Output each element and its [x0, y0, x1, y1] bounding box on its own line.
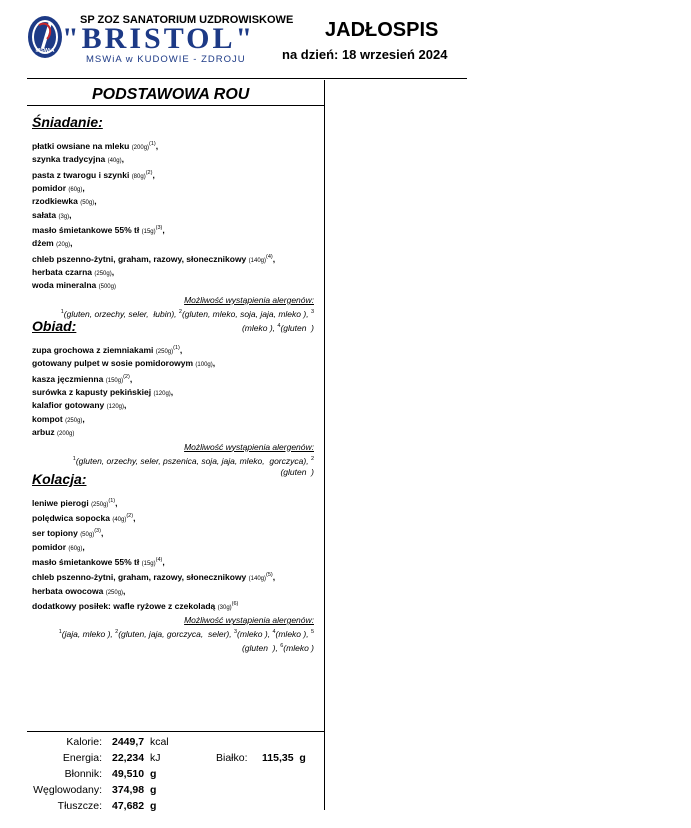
menu-item-name: masło śmietankowe 55% tł	[32, 556, 140, 567]
menu-item	[32, 555, 318, 570]
menu-item-quantity: (50g)	[80, 532, 95, 539]
allergen-text: (mleko )	[283, 642, 314, 653]
menu-item-separator: ,	[129, 373, 133, 384]
menu-item-quantity: (15g)	[141, 228, 156, 235]
protein-label: Białko:	[216, 752, 248, 764]
menu-date: na dzień: 18 wrzesień 2024	[282, 47, 448, 62]
allergen-list	[32, 626, 318, 654]
menu-item-name: pomidor	[32, 541, 66, 552]
protein-value: 115,35 g	[262, 752, 306, 764]
menu-item-name: kasza jęczmienna	[32, 373, 104, 384]
allergen-number: 1	[58, 629, 62, 636]
menu-item-name: chleb pszenno-żytni, graham, razowy, słonecznikowy	[32, 572, 247, 583]
menu-item-quantity: (200g)	[131, 144, 150, 151]
menu-item-separator: ,	[123, 585, 126, 596]
allergen-number: 1	[72, 455, 76, 462]
sanatorium-logo	[27, 15, 63, 59]
menu-item-quantity: (120g)	[153, 390, 171, 397]
menu-item-separator: ,	[100, 528, 104, 539]
diet-title: PODSTAWOWA ROU	[92, 86, 250, 103]
menu-item-separator: ,	[162, 224, 165, 235]
menu-item	[32, 267, 318, 280]
allergen-ref: (4)	[155, 557, 163, 564]
menu-item-name: herbata owocowa	[32, 585, 104, 596]
energy-label: Energia:	[62, 752, 102, 764]
menu-item-quantity: (3g)	[58, 213, 70, 220]
allergen-ref: (3)	[155, 225, 163, 232]
menu-item-name: leniwe pierogi	[32, 497, 89, 508]
brand-name: "BRISTOL"	[62, 22, 256, 55]
menu-item-quantity: (15g)	[141, 560, 156, 567]
menu-item-separator: ,	[272, 572, 276, 583]
allergen-line	[32, 453, 314, 467]
menu-item-quantity: (120g)	[106, 404, 124, 411]
allergen-number: 5	[310, 629, 314, 636]
menu-item-separator: ,	[121, 154, 124, 165]
energy-value: 22,234 kJ	[112, 752, 161, 764]
menu-item-name: płatki owsiane na mleku	[32, 140, 130, 151]
allergen-number: 2	[310, 455, 314, 462]
brand-location: MSWiA w KUDOWIE - ZDROJU	[86, 54, 246, 65]
menu-item-quantity: (30g)	[217, 604, 232, 611]
menu-item	[32, 496, 318, 511]
menu-item-quantity: (250g)	[105, 589, 124, 596]
menu-item	[32, 196, 318, 209]
allergen-number: 3	[233, 629, 238, 636]
menu-item	[32, 139, 318, 154]
menu-item-separator: ,	[152, 169, 155, 180]
menu-item-name: gotowany pulpet w sosie pomidorowym	[32, 358, 194, 369]
allergen-number: 3	[310, 308, 314, 315]
menu-item-name: masło śmietankowe 55% tł	[32, 224, 140, 235]
nutrition-summary	[0, 736, 324, 816]
menu-item-separator: ,	[212, 358, 216, 369]
logo-text: MSWiA	[35, 48, 55, 54]
meal-items	[32, 496, 318, 614]
menu-item-quantity: (40g)	[107, 158, 122, 165]
header-divider	[27, 78, 467, 79]
allergen-number: 1	[60, 308, 64, 315]
menu-item-quantity: (60g)	[68, 545, 83, 552]
allergen-line	[32, 640, 314, 654]
menu-item-name: dżem	[32, 238, 54, 249]
menu-item	[32, 168, 318, 183]
menu-item-separator: ,	[170, 386, 174, 397]
calories-value: 2449,7 kcal	[112, 736, 169, 748]
menu-item-quantity: (250g)	[94, 270, 112, 277]
menu-item-quantity: (40g)	[112, 517, 127, 524]
menu-item	[32, 280, 318, 293]
menu-item-name: kompot	[32, 413, 63, 424]
meal-breakfast	[32, 114, 318, 333]
allergen-ref: (1)	[149, 141, 156, 147]
menu-item-name: kalafior gotowany	[32, 400, 105, 411]
menu-item-name: sałata	[32, 209, 57, 220]
allergen-text: (mleko ),	[237, 629, 273, 640]
organization-name: SP ZOZ SANATORIUM UZDROWISKOWE	[80, 14, 294, 26]
meal-title: Kolacja:	[32, 471, 87, 487]
menu-item	[32, 427, 318, 440]
allergen-header: Możliwość wystąpienia alergenów:	[184, 294, 314, 305]
fiber-label: Błonnik:	[64, 768, 102, 780]
fiber-value: 49,510 g	[112, 768, 157, 780]
menu-item	[32, 223, 318, 238]
menu-item-quantity: (100g)	[195, 362, 213, 369]
menu-item-quantity: (140g)	[248, 257, 266, 264]
allergen-line	[32, 626, 314, 640]
menu-item-separator: ,	[123, 400, 127, 411]
allergen-number: 4	[277, 322, 281, 329]
menu-item	[32, 252, 318, 267]
allergen-ref: (2)	[145, 169, 153, 176]
menu-item	[32, 586, 318, 599]
menu-item-separator: ,	[162, 556, 165, 567]
allergen-header: Możliwość wystąpienia alergenów:	[184, 441, 314, 452]
allergen-text: (gluten, mleko, soja, jaja, mleko ),	[181, 308, 311, 319]
menu-item-separator: ,	[115, 497, 118, 508]
menu-item-quantity: (250g)	[65, 417, 83, 424]
menu-item	[32, 599, 318, 614]
fat-value: 47,682 g	[112, 800, 157, 812]
menu-item-name: pasta z twarogu i szynki	[32, 169, 130, 180]
menu-item	[32, 526, 318, 541]
allergen-ref: (1)	[173, 345, 180, 351]
allergen-text: (gluten, orzechy, seler, łubin),	[63, 308, 179, 319]
menu-item-separator: ,	[94, 196, 97, 207]
menu-item-quantity: (140g)	[248, 576, 266, 583]
menu-item-separator: ,	[155, 140, 159, 151]
allergen-text: (gluten, orzechy, seler, pszenica, soja, jaja, mleko, gorczyca),	[75, 455, 311, 466]
menu-item-quantity: (250g)	[155, 348, 174, 355]
allergen-ref: (2)	[123, 373, 130, 380]
carbs-label: Węglowodany:	[33, 784, 102, 796]
menu-item-name: surówka z kapusty pekińskiej	[32, 386, 152, 397]
menu-item-quantity: (20g)	[56, 242, 71, 249]
menu-item-name: zupa grochowa z ziemniakami	[32, 344, 154, 355]
menu-item	[32, 358, 318, 371]
menu-item-separator: ,	[133, 513, 136, 524]
allergen-number: 4	[272, 629, 276, 636]
menu-item-name: szynka tradycyjna	[32, 154, 106, 165]
menu-item-name: herbata czarna	[32, 266, 92, 277]
menu-item-separator: ,	[82, 413, 85, 424]
carbs-value: 374,98 g	[112, 784, 157, 796]
menu-item-name: rzodkiewka	[32, 196, 78, 207]
menu-item-quantity: (50g)	[80, 200, 95, 207]
meal-items	[32, 343, 318, 441]
menu-item-name: arbuz	[32, 427, 55, 438]
menu-item-name: pomidor	[32, 182, 66, 193]
menu-item-quantity: (60g)	[68, 186, 83, 193]
meal-items	[32, 139, 318, 294]
nutrition-divider	[27, 731, 324, 732]
allergen-ref: (1)	[108, 498, 116, 504]
menu-item-separator: ,	[111, 266, 115, 277]
allergen-text: (gluten )	[280, 322, 314, 333]
allergen-ref: (2)	[126, 513, 134, 520]
allergen-number: 2	[115, 629, 119, 636]
menu-item-separator: ,	[82, 182, 85, 193]
menu-item-quantity: (150g)	[105, 377, 124, 384]
menu-item-name: ser topiony	[32, 528, 78, 539]
menu-item	[32, 238, 318, 251]
fat-label: Tłuszcze:	[57, 800, 102, 812]
menu-item	[32, 154, 318, 167]
menu-item	[32, 400, 318, 413]
menu-item-separator: ,	[69, 209, 72, 220]
meal-title: Obiad:	[32, 318, 77, 334]
allergen-text: (gluten )	[280, 467, 314, 478]
meal-lunch	[32, 318, 318, 478]
menu-item	[32, 387, 318, 400]
allergen-ref: (6)	[231, 600, 239, 607]
menu-item-separator: ,	[82, 541, 85, 552]
allergen-ref: (5)	[266, 572, 273, 579]
menu-item-name: woda mineralna	[32, 280, 97, 291]
allergen-text: (gluten, jaja, gorczyca, seler),	[118, 629, 234, 640]
menu-item-separator: ,	[272, 253, 276, 264]
menu-item	[32, 542, 318, 555]
menu-item	[32, 511, 318, 526]
menu-item	[32, 183, 318, 196]
meal-title: Śniadanie:	[32, 114, 103, 130]
menu-item	[32, 414, 318, 427]
menu-item	[32, 343, 318, 358]
allergen-text: (jaja, mleko ),	[61, 629, 116, 640]
menu-item-quantity: (80g)	[131, 173, 146, 180]
allergen-number: 6	[280, 643, 284, 650]
menu-item	[32, 570, 318, 585]
menu-item-name: dodatkowy posiłek: wafle ryżowe z czekoladą	[32, 600, 216, 611]
page-title: JADŁOSPIS	[325, 19, 439, 41]
allergen-ref: (3)	[94, 528, 101, 535]
menu-item-quantity: (500g)	[98, 284, 116, 291]
allergen-header: Możliwość wystąpienia alergenów:	[184, 615, 314, 626]
calories-label: Kalorie:	[66, 736, 102, 748]
menu-item-name: polędwica sopocka	[32, 513, 110, 524]
allergen-text: (mleko ),	[241, 322, 278, 333]
menu-item-name: chleb pszenno-żytni, graham, razowy, słonecznikowy	[32, 253, 247, 264]
diet-title-divider	[27, 105, 324, 106]
menu-item	[32, 372, 318, 387]
menu-item	[32, 210, 318, 223]
allergen-ref: (4)	[266, 253, 273, 260]
allergen-text: (mleko ),	[275, 629, 311, 640]
column-divider	[324, 80, 325, 810]
menu-item-separator: ,	[70, 238, 73, 249]
meal-dinner	[32, 471, 318, 654]
allergen-text: (gluten ),	[241, 642, 281, 653]
allergen-number: 2	[178, 308, 182, 315]
menu-item-quantity: (200g)	[57, 431, 75, 438]
menu-item-quantity: (250g)	[91, 501, 109, 508]
menu-item-separator: ,	[179, 344, 183, 355]
